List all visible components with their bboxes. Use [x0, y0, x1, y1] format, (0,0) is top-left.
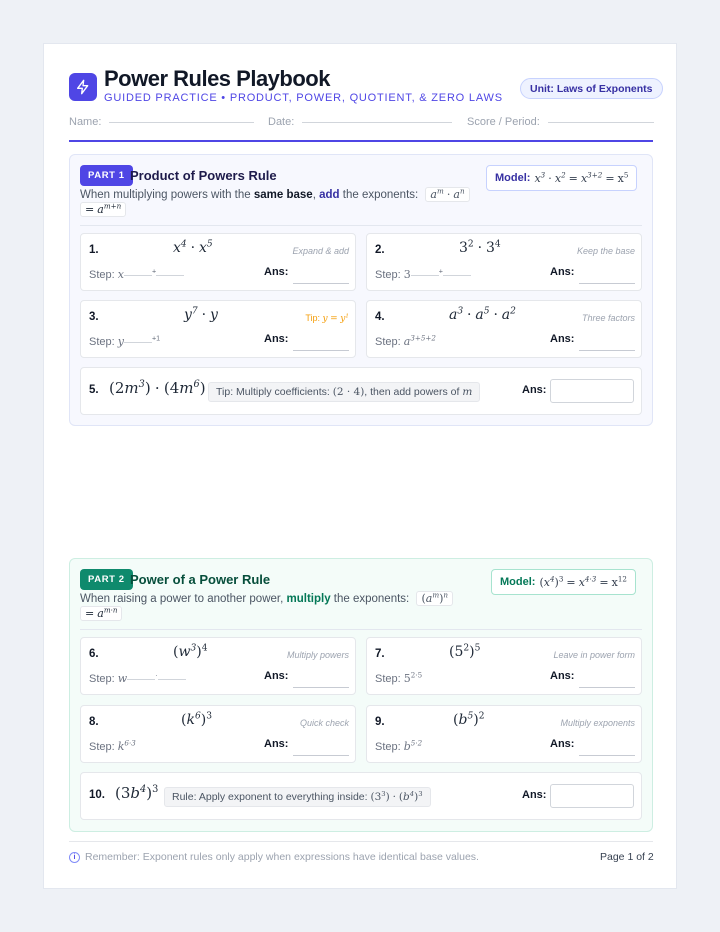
part2-formula-result: = $a^{m\cdot n}$ [80, 606, 122, 621]
part1-section [69, 154, 653, 426]
problem-10-expression: $(3b^4)^3$ [115, 784, 159, 802]
problem-9-card: 9. $(b^5)^2$ Multiply exponents Step: $b^{5\cdot 2}$ Ans: [366, 705, 642, 763]
problem-4-answer[interactable] [579, 350, 635, 351]
problem-3-expression: $y^7 \cdot y$ [184, 306, 218, 323]
unit-badge: Unit: Laws of Exponents [520, 78, 663, 99]
problem-6-expression: $(w^3)^4$ [173, 643, 208, 660]
problem-1-answer[interactable] [293, 283, 349, 284]
bolt-icon [69, 73, 97, 101]
date-field[interactable] [268, 116, 452, 128]
problem-4-card: 4. $a^3 \cdot a^5 \cdot a^2$ Three factors Step: $a^{3+5+2}$ Ans: [366, 300, 642, 358]
page-subtitle: GUIDED PRACTICE • PRODUCT, POWER, QUOTIENT, & ZERO LAWS [104, 92, 503, 104]
problem-4-expression: $a^3 \cdot a^5 \cdot a^2$ [449, 306, 516, 323]
part1-model: Model: $x^3$ · $x^2$ = $x^{3+2}$ = $x^5$ [486, 165, 637, 191]
problem-5-expression: $(2m^3) \cdot (4m^6)$ [109, 379, 206, 397]
problem-8-card: 8. $(k^6)^3$ Quick check Step: $k^{6\cdot 3}$ Ans: [80, 705, 356, 763]
score-label: Score / Period: [467, 116, 540, 128]
problem-6-answer[interactable] [293, 687, 349, 688]
problem-1-card: 1. $x^4 \cdot x^5$ Expand & add Step: x + Ans: [80, 233, 356, 291]
problem-5-card: 5. $(2m^3) \cdot (4m^6)$ Tip: Multiply coefficients: (2 · 4) , then add powers of m Ans: [80, 367, 642, 415]
part1-description: When multiplying powers with the same base, add the exponents: $a^m \cdot a^n$ [80, 187, 470, 202]
part1-tag: PART 1 [80, 165, 133, 186]
problem-9-expression: $(b^5)^2$ [453, 711, 485, 728]
page-number: Page 1 of 2 [600, 851, 654, 863]
header-divider [69, 140, 653, 142]
part2-section [69, 558, 653, 832]
problem-7-expression: $(5^2)^5$ [449, 643, 481, 660]
score-field[interactable] [467, 116, 654, 128]
problem-9-answer[interactable] [579, 755, 635, 756]
problem-10-tip: Rule: Apply exponent to everything inside: $(3^3)$ · ( $b^4$ )$^3$ [164, 787, 431, 807]
footer-note: i Remember: Exponent rules only apply when expressions have identical base values. [69, 851, 479, 863]
problem-7-answer[interactable] [579, 687, 635, 688]
page-title: Power Rules Playbook [104, 66, 330, 91]
part2-description: When raising a power to another power, multiply the exponents: $(a^m)^n$ [80, 591, 453, 606]
part1-title: Product of Powers Rule [130, 168, 277, 183]
name-label: Name: [69, 116, 102, 128]
problem-8-expression: $(k^6)^3$ [181, 711, 213, 728]
part2-tag: PART 2 [80, 569, 133, 590]
info-icon: i [69, 852, 80, 863]
problem-8-answer[interactable] [293, 755, 349, 756]
date-label: Date: [268, 116, 295, 128]
problem-3-answer[interactable] [293, 350, 349, 351]
problem-5-tip: Tip: Multiply coefficients: (2 · 4) , then add powers of m [208, 382, 480, 402]
problem-2-answer[interactable] [579, 283, 635, 284]
problem-6-card: 6. $(w^3)^4$ Multiply powers Step: w · Ans: [80, 637, 356, 695]
problem-3-card: 3. $y^7 \cdot y$ Tip: $y = y^1$ Step: y $^{+1}$ Ans: [80, 300, 356, 358]
part2-title: Power of a Power Rule [130, 572, 271, 587]
name-field[interactable] [69, 116, 254, 128]
problem-1-expression: $x^4 \cdot x^5$ [173, 239, 213, 256]
problem-7-card: 7. $(5^2)^5$ Leave in power form Step: $5^{2\cdot 5}$ Ans: [366, 637, 642, 695]
problem-10-card: 10. $(3b^4)^3$ Rule: Apply exponent to everything inside: $(3^3)$ · ( $b^4$ )$^3$ Ans: [80, 772, 642, 820]
student-info-row [69, 116, 653, 132]
problem-2-expression: $3^2 \cdot 3^4$ [459, 239, 501, 256]
part1-formula-result: = $a^{m+n}$ [80, 202, 126, 217]
problem-2-card: 2. $3^2 \cdot 3^4$ Keep the base Step: 3 + Ans: [366, 233, 642, 291]
problem-10-answer[interactable] [550, 784, 634, 808]
problem-5-answer[interactable] [550, 379, 634, 403]
worksheet-page [43, 43, 677, 889]
part2-model: Model: ( $x^4$ )$^3$ = $x^{4\cdot 3}$ = $x^{12}$ [491, 569, 636, 595]
